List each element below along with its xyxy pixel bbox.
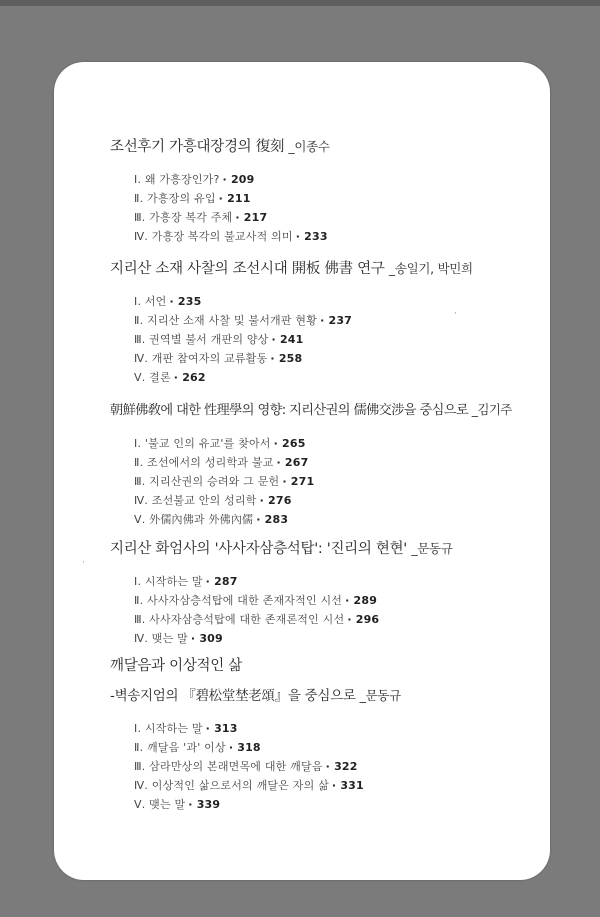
chapter-item[interactable] — [134, 591, 550, 610]
title-text: 조선후기 가흥대장경의 復刻 — [110, 139, 285, 155]
chapter-item[interactable] — [134, 227, 550, 246]
author-text: _문동규 — [411, 541, 453, 556]
chapter-item[interactable] — [134, 208, 550, 227]
chapter-label: Ⅰ. '불교 인의 유교'를 찾아서 — [134, 437, 271, 450]
author-text: _문동규 — [359, 688, 401, 703]
page-number: · 241 — [271, 333, 304, 346]
chapter-label: Ⅱ. 지리산 소재 사찰 및 불서개판 현황 — [134, 314, 318, 327]
section-title — [110, 540, 550, 558]
chapter-item[interactable] — [134, 472, 550, 491]
chapter-label: Ⅲ. 가흥장 복각 주체 — [134, 211, 233, 224]
page-number: · 211 — [218, 192, 251, 205]
toc-section — [110, 657, 550, 814]
chapter-item[interactable] — [134, 368, 550, 387]
page-number: · 209 — [222, 173, 255, 186]
page-number: · 271 — [282, 475, 315, 488]
chapter-label: Ⅲ. 삼라만상의 본래면목에 대한 깨달음 — [134, 760, 323, 773]
page-number: · 322 — [325, 760, 358, 773]
chapter-label: Ⅲ. 권역별 불서 개판의 양상 — [134, 333, 269, 346]
chapter-item[interactable] — [134, 629, 550, 648]
chapter-list — [134, 292, 550, 387]
page-number: · 287 — [205, 575, 238, 588]
chapter-item[interactable] — [134, 311, 550, 330]
chapter-list — [134, 434, 550, 529]
chapter-item[interactable] — [134, 349, 550, 368]
chapter-label: Ⅱ. 조선에서의 성리학과 불교 — [134, 456, 274, 469]
chapter-label: Ⅳ. 개판 참여자의 교류활동 — [134, 352, 268, 365]
page-number: · 267 — [276, 456, 309, 469]
page-number: · 276 — [259, 494, 292, 507]
chapter-list — [134, 170, 550, 246]
page-number: · 309 — [190, 632, 223, 645]
section-title — [110, 657, 550, 675]
subtitle-text: -벽송지엄의 『碧松堂埜老頌』을 중심으로 — [110, 688, 356, 704]
page-number: · 258 — [270, 352, 303, 365]
chapter-item[interactable] — [134, 170, 550, 189]
chapter-item[interactable] — [134, 757, 550, 776]
page-number: · 289 — [345, 594, 378, 607]
section-subtitle — [110, 687, 550, 705]
author-text: _김기주 — [471, 402, 512, 417]
chapter-label: Ⅱ. 가흥장의 유입 — [134, 192, 216, 205]
page-number: · 237 — [320, 314, 353, 327]
chapter-label: Ⅱ. 깨달음 '과' 이상 — [134, 741, 226, 754]
page-number: · 339 — [188, 798, 221, 811]
chapter-label: Ⅲ. 사사자삼층석탑에 대한 존재론적인 시선 — [134, 613, 345, 626]
page-number: · 283 — [256, 513, 289, 526]
title-text: 지리산 화엄사의 '사사자삼층석탑': '진리의 현현' — [110, 541, 407, 557]
chapter-label: Ⅴ. 결론 — [134, 371, 171, 384]
book-page — [54, 62, 550, 880]
chapter-label: Ⅰ. 왜 가흥장인가? — [134, 173, 220, 186]
top-edge — [0, 0, 600, 6]
chapter-label: Ⅳ. 가흥장 복각의 불교사적 의미 — [134, 230, 293, 243]
toc-section — [110, 260, 550, 387]
author-text: _이종수 — [288, 139, 330, 154]
chapter-item[interactable] — [134, 491, 550, 510]
chapter-label: Ⅳ. 이상적인 삶으로서의 깨달은 자의 삶 — [134, 779, 329, 792]
page-number: · 318 — [228, 741, 261, 754]
scan-speck: · — [454, 309, 457, 319]
chapter-label: Ⅱ. 사사자삼층석탑에 대한 존재자적인 시선 — [134, 594, 343, 607]
chapter-label: Ⅳ. 맺는 말 — [134, 632, 188, 645]
page-number: · 296 — [347, 613, 380, 626]
chapter-label: Ⅲ. 지리산권의 승려와 그 문헌 — [134, 475, 280, 488]
title-text: 지리산 소재 사찰의 조선시대 開板 佛書 연구 — [110, 261, 385, 277]
toc-section — [110, 540, 550, 648]
chapter-label: Ⅴ. 맺는 말 — [134, 798, 186, 811]
toc-section — [110, 138, 550, 246]
title-text: 깨달음과 이상적인 삶 — [110, 658, 242, 674]
section-title — [110, 138, 550, 156]
chapter-item[interactable] — [134, 292, 550, 311]
chapter-label: Ⅰ. 서언 — [134, 295, 167, 308]
chapter-item[interactable] — [134, 189, 550, 208]
toc-section — [110, 401, 550, 529]
chapter-item[interactable] — [134, 776, 550, 795]
chapter-list — [134, 572, 550, 648]
chapter-item[interactable] — [134, 610, 550, 629]
section-title — [110, 401, 550, 420]
chapter-item[interactable] — [134, 738, 550, 757]
section-title — [110, 260, 550, 278]
chapter-item[interactable] — [134, 795, 550, 814]
page-number: · 313 — [205, 722, 238, 735]
chapter-item[interactable] — [134, 434, 550, 453]
page-number: · 262 — [173, 371, 206, 384]
chapter-item[interactable] — [134, 510, 550, 529]
page-number: · 265 — [273, 437, 306, 450]
title-text: 朝鮮佛敎에 대한 性理學의 영향: 지리산권의 儒佛交涉을 중심으로 — [110, 403, 469, 418]
chapter-item[interactable] — [134, 453, 550, 472]
author-text: _송일기, 박민희 — [388, 261, 473, 276]
page-number: · 233 — [295, 230, 328, 243]
chapter-label: Ⅰ. 시작하는 말 — [134, 575, 203, 588]
chapter-item[interactable] — [134, 719, 550, 738]
scan-speck: · — [82, 558, 85, 568]
chapter-label: Ⅰ. 시작하는 말 — [134, 722, 203, 735]
page-number: · 235 — [169, 295, 202, 308]
chapter-list — [134, 719, 550, 814]
chapter-item[interactable] — [134, 572, 550, 591]
chapter-label: Ⅴ. 外儒內佛과 外佛內儒 — [134, 513, 254, 526]
chapter-label: Ⅳ. 조선불교 안의 성리학 — [134, 494, 257, 507]
page-number: · 217 — [235, 211, 268, 224]
chapter-item[interactable] — [134, 330, 550, 349]
page-number: · 331 — [331, 779, 364, 792]
